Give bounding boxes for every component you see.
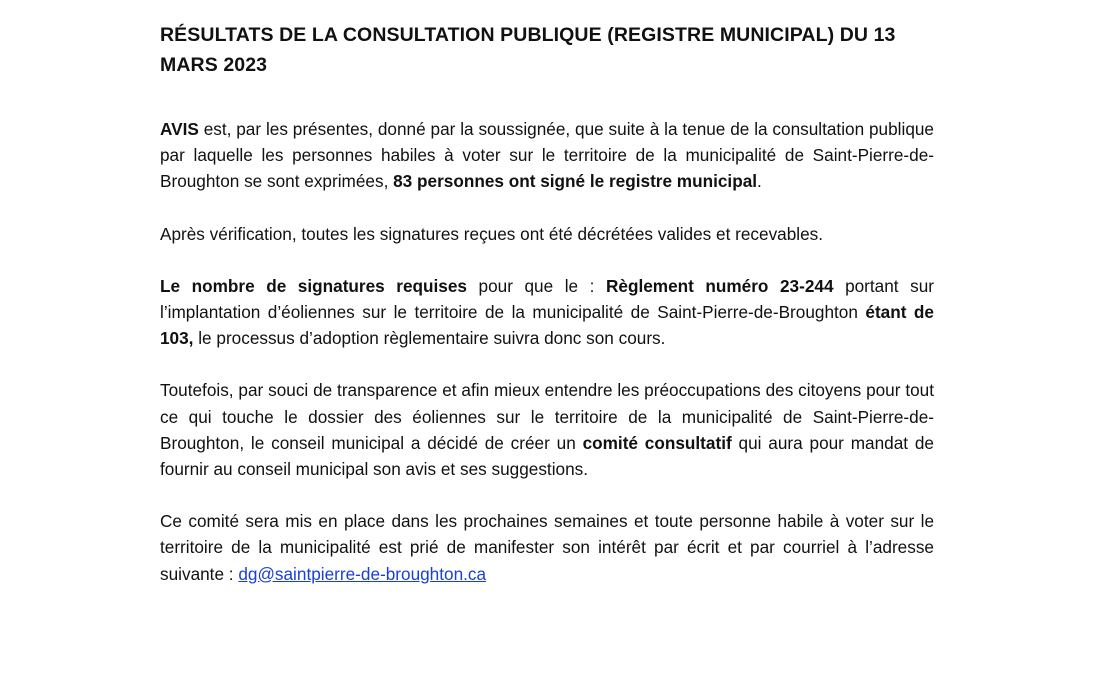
paragraph-verification [160, 221, 934, 247]
paragraph-avis [160, 116, 934, 195]
required-text-a: pour que le : [466, 275, 606, 296]
avis-end: . [757, 171, 762, 192]
paragraph-committee [160, 377, 934, 482]
document-title: RÉSULTATS DE LA CONSULTATION PUBLIQUE (REGISTRE MUNICIPAL) DU 13 MARS 2023 [160, 24, 896, 76]
contact-text: Ce comité sera mis en place dans les prochaines semaines et toute personne habile à voter sur le territoire de la municipalité est prié de manifester son intérêt par écrit et par courriel à l’adresse suivante : [160, 511, 934, 584]
required-count: étant de 103, [160, 302, 934, 349]
required-text-c: le processus d’adoption règlementaire suivra donc son cours. [193, 328, 666, 349]
email-link[interactable]: dg@saintpierre-de-broughton.ca [238, 563, 487, 584]
document-body [160, 20, 934, 613]
required-text-b: portant sur l’implantation d’éoliennes sur le territoire de la municipalité de Saint-Pierre-de-Broughton [160, 275, 935, 323]
regulation-number: Règlement numéro 23-244 [605, 275, 834, 296]
paragraph-required-signatures [160, 273, 934, 352]
signature-count: 83 personnes ont signé le registre municipal [393, 171, 758, 192]
committee-text-a: Toutefois, par souci de transparence et afin mieux entendre les préoccupations des citoyens pour tout ce qui touche le dossier des éoliennes sur le territoire de la municipalité de Saint-Pierre-de-Broughton, le conseil municipal a décidé de créer un [160, 380, 934, 453]
verification-text: Après vérification, toutes les signatures reçues ont été décrétées valides et recevables. [160, 223, 824, 244]
paragraph-contact [160, 508, 934, 587]
committee-name: comité consultatif [582, 432, 732, 453]
avis-text: est, par les présentes, donné par la soussignée, que suite à la tenue de la consultation publique par laquelle les personnes habiles à voter sur le territoire de la municipalité de Saint-Pierre-de-Broughton se sont exprimées, [160, 119, 934, 192]
committee-text-b: qui aura pour mandat de fournir au conseil municipal son avis et ses suggestions. [160, 432, 934, 480]
required-signatures-label: Le nombre de signatures requises [160, 275, 467, 296]
avis-keyword: AVIS [160, 119, 199, 139]
